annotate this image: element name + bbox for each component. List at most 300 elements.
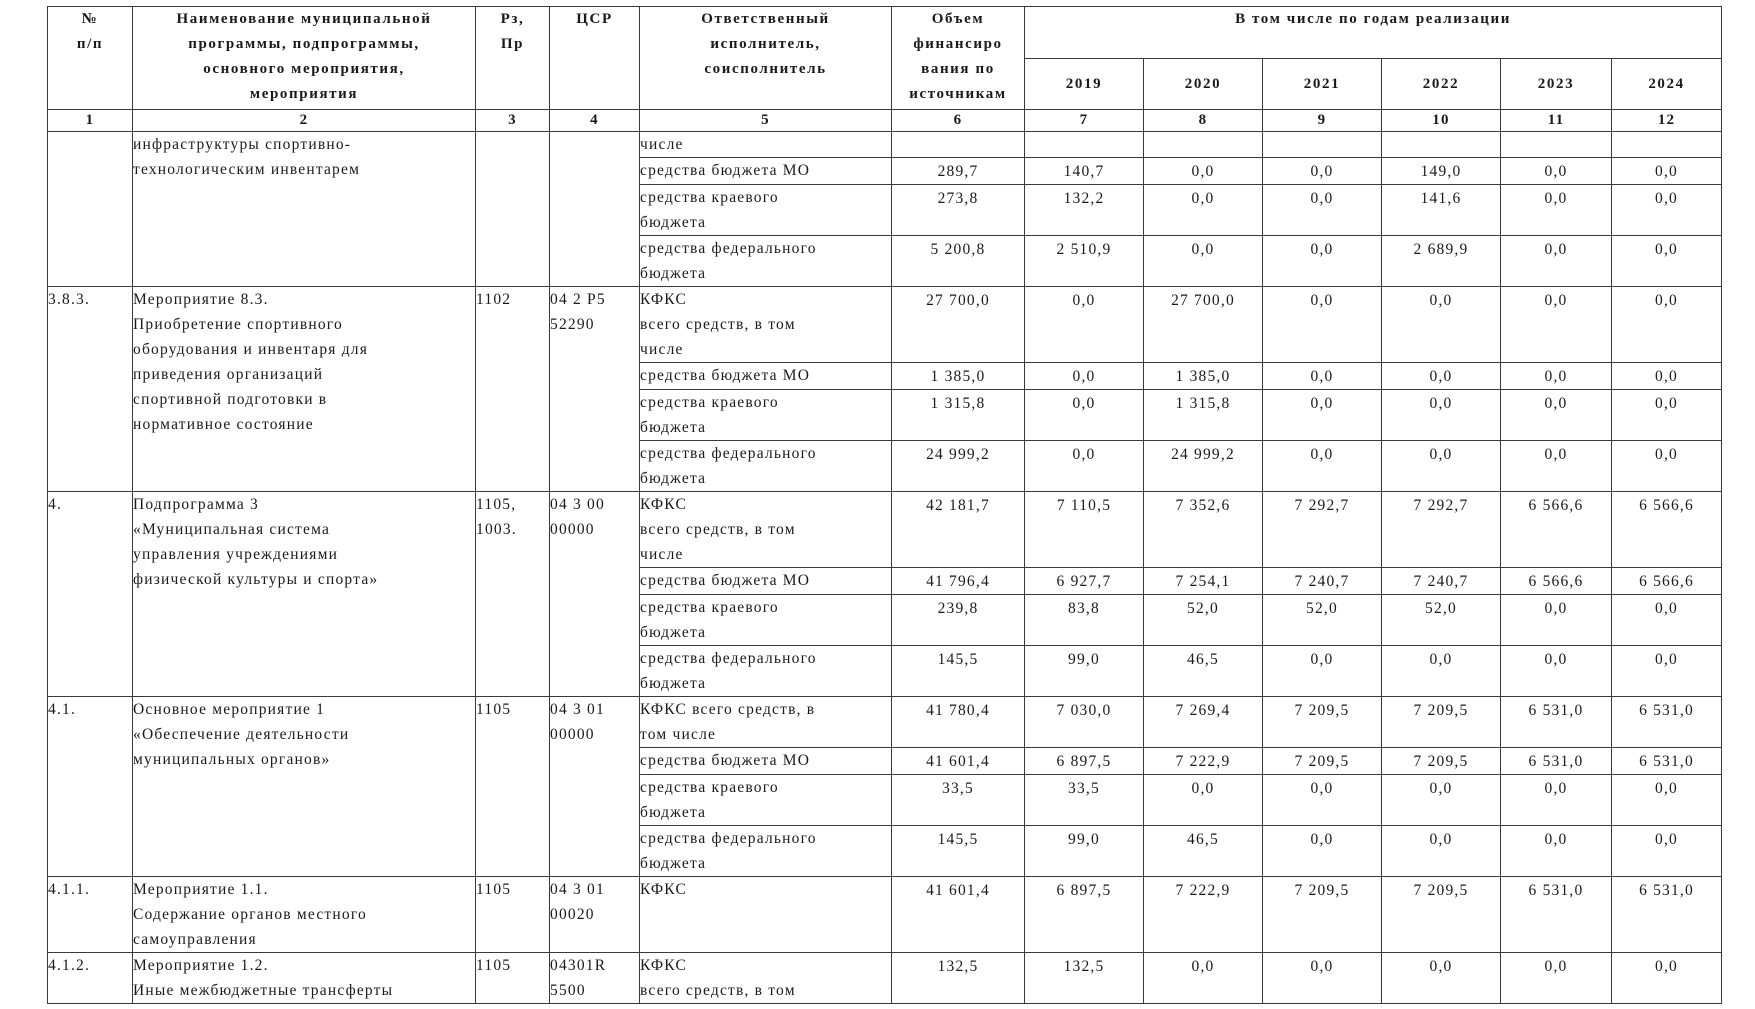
header-rz: Рз, Пр xyxy=(476,7,550,110)
cell-value: 0,0 xyxy=(1655,958,1679,975)
row-year-value xyxy=(1382,185,1501,236)
row-year-value xyxy=(1612,492,1722,568)
cell-value: 0,0 xyxy=(1544,395,1568,412)
cell-value: 0,0 xyxy=(1655,780,1679,797)
cell-value: 1 315,8 xyxy=(1175,395,1231,412)
row-total-value xyxy=(892,441,1025,492)
row-rz: 1102 xyxy=(476,287,550,492)
row-total-value xyxy=(892,877,1025,953)
cell-value: 0,0 xyxy=(1310,241,1334,258)
column-number: 10 xyxy=(1382,110,1501,132)
cell-value: 0,0 xyxy=(1655,368,1679,385)
header-years-group: В том числе по годам реализации xyxy=(1025,7,1722,59)
cell-value: 2 510,9 xyxy=(1056,241,1112,258)
row-year-value xyxy=(1263,748,1382,775)
cell-value: 2 689,9 xyxy=(1413,241,1469,258)
row-year-value xyxy=(1144,568,1263,595)
row-year-value xyxy=(1612,877,1722,953)
table-row xyxy=(48,287,1722,363)
row-year-value xyxy=(1263,568,1382,595)
cell-value: 6 531,0 xyxy=(1528,702,1584,719)
row-year-value xyxy=(1382,390,1501,441)
cell-value: 140,7 xyxy=(1063,163,1105,180)
row-csr xyxy=(550,132,640,287)
cell-value: 0,0 xyxy=(1655,446,1679,463)
row-year-value xyxy=(1144,441,1263,492)
cell-value: 0,0 xyxy=(1429,831,1453,848)
row-total-value xyxy=(892,236,1025,287)
row-year-value xyxy=(1144,132,1263,158)
row-number: 4.1.1. xyxy=(48,877,133,953)
row-executor: средства краевого бюджета xyxy=(640,595,892,646)
row-name: Основное мероприятие 1 «Обеспечение деятельности муниципальных органов» xyxy=(133,697,476,877)
header-csr: ЦСР xyxy=(550,7,640,110)
column-number: 5 xyxy=(640,110,892,132)
row-year-value xyxy=(1263,132,1382,158)
cell-value: 7 209,5 xyxy=(1413,753,1469,770)
row-csr: 04 3 01 00000 xyxy=(550,697,640,877)
cell-value: 7 222,9 xyxy=(1175,882,1231,899)
cell-value: 27 700,0 xyxy=(1171,292,1235,309)
row-year-value xyxy=(1025,748,1144,775)
cell-value: 41 601,4 xyxy=(926,882,990,899)
cell-value: 33,5 xyxy=(1068,780,1100,797)
cell-value: 0,0 xyxy=(1191,241,1215,258)
row-year-value xyxy=(1501,390,1612,441)
row-year-value xyxy=(1025,877,1144,953)
row-year-value xyxy=(1025,158,1144,185)
row-total-value xyxy=(892,697,1025,748)
row-rz: 1105, 1003. xyxy=(476,492,550,697)
column-number: 11 xyxy=(1501,110,1612,132)
row-year-value xyxy=(1263,363,1382,390)
cell-value: 0,0 xyxy=(1544,292,1568,309)
row-executor: средства бюджета МО xyxy=(640,568,892,595)
row-year-value xyxy=(1382,697,1501,748)
row-year-value xyxy=(1612,158,1722,185)
row-number: 4. xyxy=(48,492,133,697)
row-year-value xyxy=(1382,877,1501,953)
row-executor: КФКС xyxy=(640,877,892,953)
cell-value: 6 531,0 xyxy=(1528,753,1584,770)
row-year-value xyxy=(1612,390,1722,441)
row-year-value xyxy=(1382,826,1501,877)
cell-value: 0,0 xyxy=(1655,395,1679,412)
row-year-value xyxy=(1501,236,1612,287)
row-year-value xyxy=(1612,185,1722,236)
cell-value: 6 927,7 xyxy=(1056,573,1112,590)
row-number: 4.1.2. xyxy=(48,953,133,1004)
cell-value: 0,0 xyxy=(1072,292,1096,309)
row-year-value xyxy=(1612,646,1722,697)
cell-value xyxy=(1501,132,1611,133)
column-number: 1 xyxy=(48,110,133,132)
row-rz: 1105 xyxy=(476,697,550,877)
row-executor: средства федерального бюджета xyxy=(640,441,892,492)
cell-value: 52,0 xyxy=(1187,600,1219,617)
row-total-value xyxy=(892,158,1025,185)
cell-value: 0,0 xyxy=(1191,958,1215,975)
cell-value: 6 566,6 xyxy=(1528,573,1584,590)
row-total-value xyxy=(892,363,1025,390)
cell-value: 7 209,5 xyxy=(1294,753,1350,770)
row-year-value xyxy=(1025,185,1144,236)
row-year-value xyxy=(1025,132,1144,158)
row-year-value xyxy=(1382,595,1501,646)
row-year-value xyxy=(1612,595,1722,646)
row-year-value xyxy=(1144,953,1263,1004)
cell-value: 0,0 xyxy=(1655,190,1679,207)
row-year-value xyxy=(1263,158,1382,185)
row-name: инфраструктуры спортивно- технологическим инвентарем xyxy=(133,132,476,287)
cell-value: 6 531,0 xyxy=(1639,882,1694,899)
row-year-value xyxy=(1263,492,1382,568)
row-year-value xyxy=(1501,748,1612,775)
cell-value: 132,5 xyxy=(1063,958,1105,975)
column-number: 9 xyxy=(1263,110,1382,132)
row-rz: 1105 xyxy=(476,877,550,953)
row-year-value xyxy=(1263,390,1382,441)
row-year-value xyxy=(1612,568,1722,595)
row-year-value xyxy=(1382,492,1501,568)
cell-value: 6 531,0 xyxy=(1639,753,1694,770)
column-number: 6 xyxy=(892,110,1025,132)
cell-value: 33,5 xyxy=(942,780,974,797)
cell-value: 7 240,7 xyxy=(1294,573,1350,590)
cell-value: 6 566,6 xyxy=(1639,573,1694,590)
table-row xyxy=(48,697,1722,748)
row-year-value xyxy=(1382,646,1501,697)
cell-value: 0,0 xyxy=(1655,241,1679,258)
row-executor: числе xyxy=(640,132,892,158)
column-number: 8 xyxy=(1144,110,1263,132)
row-total-value xyxy=(892,492,1025,568)
row-year-value xyxy=(1612,132,1722,158)
cell-value: 0,0 xyxy=(1310,395,1334,412)
cell-value: 0,0 xyxy=(1429,368,1453,385)
row-name: Мероприятие 1.2. Иные межбюджетные трансферты xyxy=(133,953,476,1004)
row-executor: средства бюджета МО xyxy=(640,748,892,775)
cell-value xyxy=(1382,132,1500,133)
row-executor: КФКС всего средств, в том xyxy=(640,953,892,1004)
cell-value: 0,0 xyxy=(1191,190,1215,207)
row-year-value xyxy=(1144,748,1263,775)
cell-value: 0,0 xyxy=(1310,292,1334,309)
table-row xyxy=(48,877,1722,953)
row-csr: 04 3 01 00020 xyxy=(550,877,640,953)
cell-value: 7 222,9 xyxy=(1175,753,1231,770)
row-total-value xyxy=(892,595,1025,646)
row-year-value xyxy=(1382,748,1501,775)
cell-value: 0,0 xyxy=(1191,780,1215,797)
header-volume: Объем финансиро вания по источникам xyxy=(892,7,1025,110)
row-year-value xyxy=(1382,287,1501,363)
cell-value: 132,5 xyxy=(937,958,979,975)
column-number: 12 xyxy=(1612,110,1722,132)
row-year-value xyxy=(1144,775,1263,826)
cell-value: 41 796,4 xyxy=(926,573,990,590)
row-executor: средства краевого бюджета xyxy=(640,390,892,441)
cell-value: 0,0 xyxy=(1544,241,1568,258)
row-year-value xyxy=(1612,697,1722,748)
cell-value: 7 209,5 xyxy=(1413,702,1469,719)
cell-value: 0,0 xyxy=(1429,395,1453,412)
cell-value: 1 385,0 xyxy=(930,368,986,385)
row-executor: средства федерального бюджета xyxy=(640,236,892,287)
row-year-value xyxy=(1501,826,1612,877)
cell-value: 239,8 xyxy=(937,600,979,617)
column-number: 2 xyxy=(133,110,476,132)
row-csr: 04 3 00 00000 xyxy=(550,492,640,697)
row-year-value xyxy=(1501,775,1612,826)
cell-value: 83,8 xyxy=(1068,600,1100,617)
cell-value: 7 030,0 xyxy=(1056,702,1112,719)
row-year-value xyxy=(1025,568,1144,595)
row-year-value xyxy=(1612,441,1722,492)
row-year-value xyxy=(1144,236,1263,287)
row-year-value xyxy=(1382,441,1501,492)
cell-value: 0,0 xyxy=(1072,395,1096,412)
row-executor: средства федерального бюджета xyxy=(640,646,892,697)
cell-value: 0,0 xyxy=(1655,600,1679,617)
cell-value: 99,0 xyxy=(1068,831,1100,848)
cell-value: 52,0 xyxy=(1425,600,1457,617)
row-year-value xyxy=(1612,953,1722,1004)
cell-value: 0,0 xyxy=(1310,958,1334,975)
row-year-value xyxy=(1382,363,1501,390)
cell-value: 0,0 xyxy=(1655,292,1679,309)
header-year: 2023 xyxy=(1501,59,1612,110)
cell-value: 0,0 xyxy=(1310,831,1334,848)
row-year-value xyxy=(1025,953,1144,1004)
row-year-value xyxy=(1382,775,1501,826)
row-year-value xyxy=(1263,287,1382,363)
cell-value: 7 209,5 xyxy=(1294,702,1350,719)
header-year: 2021 xyxy=(1263,59,1382,110)
cell-value: 0,0 xyxy=(1310,446,1334,463)
row-year-value xyxy=(1144,697,1263,748)
row-total-value xyxy=(892,568,1025,595)
row-year-value xyxy=(1025,441,1144,492)
column-number-row xyxy=(48,110,1722,132)
cell-value: 0,0 xyxy=(1544,651,1568,668)
table-row xyxy=(48,953,1722,1004)
row-name: Мероприятие 1.1. Содержание органов местного самоуправления xyxy=(133,877,476,953)
row-year-value xyxy=(1144,287,1263,363)
table-header xyxy=(48,7,1722,110)
row-year-value xyxy=(1025,390,1144,441)
row-year-value xyxy=(1144,390,1263,441)
row-year-value xyxy=(1025,775,1144,826)
row-year-value xyxy=(1144,877,1263,953)
row-year-value xyxy=(1263,826,1382,877)
row-year-value xyxy=(1263,595,1382,646)
row-executor: КФКС всего средств, в том числе xyxy=(640,697,892,748)
header-executor: Ответственный исполнитель, соисполнитель xyxy=(640,7,892,110)
cell-value: 0,0 xyxy=(1544,190,1568,207)
cell-value: 145,5 xyxy=(937,651,979,668)
row-year-value xyxy=(1382,158,1501,185)
row-year-value xyxy=(1612,826,1722,877)
row-total-value xyxy=(892,185,1025,236)
cell-value: 0,0 xyxy=(1655,163,1679,180)
row-executor: средства краевого бюджета xyxy=(640,185,892,236)
cell-value: 0,0 xyxy=(1544,958,1568,975)
cell-value: 41 601,4 xyxy=(926,753,990,770)
row-year-value xyxy=(1263,646,1382,697)
row-total-value xyxy=(892,132,1025,158)
row-executor: средства бюджета МО xyxy=(640,363,892,390)
row-year-value xyxy=(1382,132,1501,158)
row-year-value xyxy=(1144,646,1263,697)
row-csr: 04 2 Р5 52290 xyxy=(550,287,640,492)
row-total-value xyxy=(892,953,1025,1004)
row-year-value xyxy=(1263,236,1382,287)
row-year-value xyxy=(1144,158,1263,185)
cell-value: 0,0 xyxy=(1544,831,1568,848)
cell-value: 1 385,0 xyxy=(1175,368,1231,385)
row-year-value xyxy=(1612,748,1722,775)
row-year-value xyxy=(1501,697,1612,748)
row-year-value xyxy=(1382,568,1501,595)
row-year-value xyxy=(1382,953,1501,1004)
row-year-value xyxy=(1501,568,1612,595)
cell-value: 7 292,7 xyxy=(1294,497,1350,514)
cell-value: 24 999,2 xyxy=(1171,446,1235,463)
row-year-value xyxy=(1263,185,1382,236)
row-year-value xyxy=(1263,441,1382,492)
cell-value xyxy=(1144,132,1262,133)
cell-value: 0,0 xyxy=(1191,163,1215,180)
cell-value: 0,0 xyxy=(1310,190,1334,207)
row-year-value xyxy=(1382,236,1501,287)
row-number: 4.1. xyxy=(48,697,133,877)
cell-value: 5 200,8 xyxy=(930,241,986,258)
row-year-value xyxy=(1025,236,1144,287)
row-executor: средства бюджета МО xyxy=(640,158,892,185)
table-row xyxy=(48,492,1722,568)
header-year: 2020 xyxy=(1144,59,1263,110)
cell-value: 7 209,5 xyxy=(1413,882,1469,899)
cell-value xyxy=(1025,132,1143,133)
cell-value: 7 254,1 xyxy=(1175,573,1231,590)
row-year-value xyxy=(1144,595,1263,646)
row-rz xyxy=(476,132,550,287)
cell-value xyxy=(1612,132,1721,133)
row-year-value xyxy=(1501,953,1612,1004)
column-number: 4 xyxy=(550,110,640,132)
cell-value: 273,8 xyxy=(937,190,979,207)
row-year-value xyxy=(1025,697,1144,748)
cell-value: 0,0 xyxy=(1429,958,1453,975)
cell-value: 99,0 xyxy=(1068,651,1100,668)
cell-value: 145,5 xyxy=(937,831,979,848)
cell-value: 289,7 xyxy=(937,163,979,180)
header-year: 2019 xyxy=(1025,59,1144,110)
cell-value: 0,0 xyxy=(1429,780,1453,797)
row-executor: средства федерального бюджета xyxy=(640,826,892,877)
row-year-value xyxy=(1144,826,1263,877)
row-year-value xyxy=(1025,595,1144,646)
row-year-value xyxy=(1263,953,1382,1004)
cell-value: 6 566,6 xyxy=(1639,497,1694,514)
row-number: 3.8.3. xyxy=(48,287,133,492)
row-total-value xyxy=(892,287,1025,363)
cell-value: 0,0 xyxy=(1544,600,1568,617)
row-year-value xyxy=(1501,492,1612,568)
cell-value: 141,6 xyxy=(1420,190,1462,207)
cell-value xyxy=(892,132,1024,133)
cell-value: 52,0 xyxy=(1306,600,1338,617)
row-total-value xyxy=(892,646,1025,697)
row-total-value xyxy=(892,775,1025,826)
row-year-value xyxy=(1612,236,1722,287)
row-year-value xyxy=(1144,492,1263,568)
table-body xyxy=(48,110,1722,1004)
cell-value: 7 352,6 xyxy=(1175,497,1231,514)
cell-value: 7 209,5 xyxy=(1294,882,1350,899)
row-year-value xyxy=(1612,287,1722,363)
row-total-value xyxy=(892,826,1025,877)
header-num: № п/п xyxy=(48,7,133,110)
row-year-value xyxy=(1263,697,1382,748)
row-year-value xyxy=(1025,492,1144,568)
row-year-value xyxy=(1025,287,1144,363)
cell-value: 1 315,8 xyxy=(930,395,986,412)
cell-value: 27 700,0 xyxy=(926,292,990,309)
cell-value: 42 181,7 xyxy=(926,497,990,514)
row-year-value xyxy=(1501,158,1612,185)
row-year-value xyxy=(1263,877,1382,953)
cell-value: 0,0 xyxy=(1072,368,1096,385)
cell-value: 0,0 xyxy=(1429,292,1453,309)
cell-value: 7 292,7 xyxy=(1413,497,1469,514)
row-year-value xyxy=(1612,363,1722,390)
header-year: 2024 xyxy=(1612,59,1722,110)
row-year-value xyxy=(1025,363,1144,390)
row-year-value xyxy=(1144,185,1263,236)
cell-value: 7 240,7 xyxy=(1413,573,1469,590)
cell-value: 149,0 xyxy=(1420,163,1462,180)
row-year-value xyxy=(1501,646,1612,697)
row-year-value xyxy=(1612,775,1722,826)
cell-value: 0,0 xyxy=(1310,780,1334,797)
row-year-value xyxy=(1501,363,1612,390)
cell-value: 0,0 xyxy=(1544,163,1568,180)
cell-value: 7 269,4 xyxy=(1175,702,1231,719)
row-year-value xyxy=(1501,441,1612,492)
cell-value: 0,0 xyxy=(1544,446,1568,463)
cell-value: 6 897,5 xyxy=(1056,882,1112,899)
row-year-value xyxy=(1025,646,1144,697)
cell-value: 0,0 xyxy=(1310,163,1334,180)
row-executor: КФКС всего средств, в том числе xyxy=(640,287,892,363)
row-total-value xyxy=(892,390,1025,441)
header-year: 2022 xyxy=(1382,59,1501,110)
row-csr: 04301R 5500 xyxy=(550,953,640,1004)
cell-value xyxy=(1263,132,1381,133)
cell-value: 6 566,6 xyxy=(1528,497,1584,514)
cell-value: 0,0 xyxy=(1429,446,1453,463)
row-year-value xyxy=(1025,826,1144,877)
cell-value: 7 110,5 xyxy=(1056,497,1112,514)
cell-value: 46,5 xyxy=(1187,651,1219,668)
row-name: Мероприятие 8.3. Приобретение спортивного оборудования и инвентаря для приведения организаций спортивной подготовки в нормативное состояние xyxy=(133,287,476,492)
cell-value: 6 897,5 xyxy=(1056,753,1112,770)
cell-value: 0,0 xyxy=(1429,651,1453,668)
row-year-value xyxy=(1144,363,1263,390)
row-number xyxy=(48,132,133,287)
